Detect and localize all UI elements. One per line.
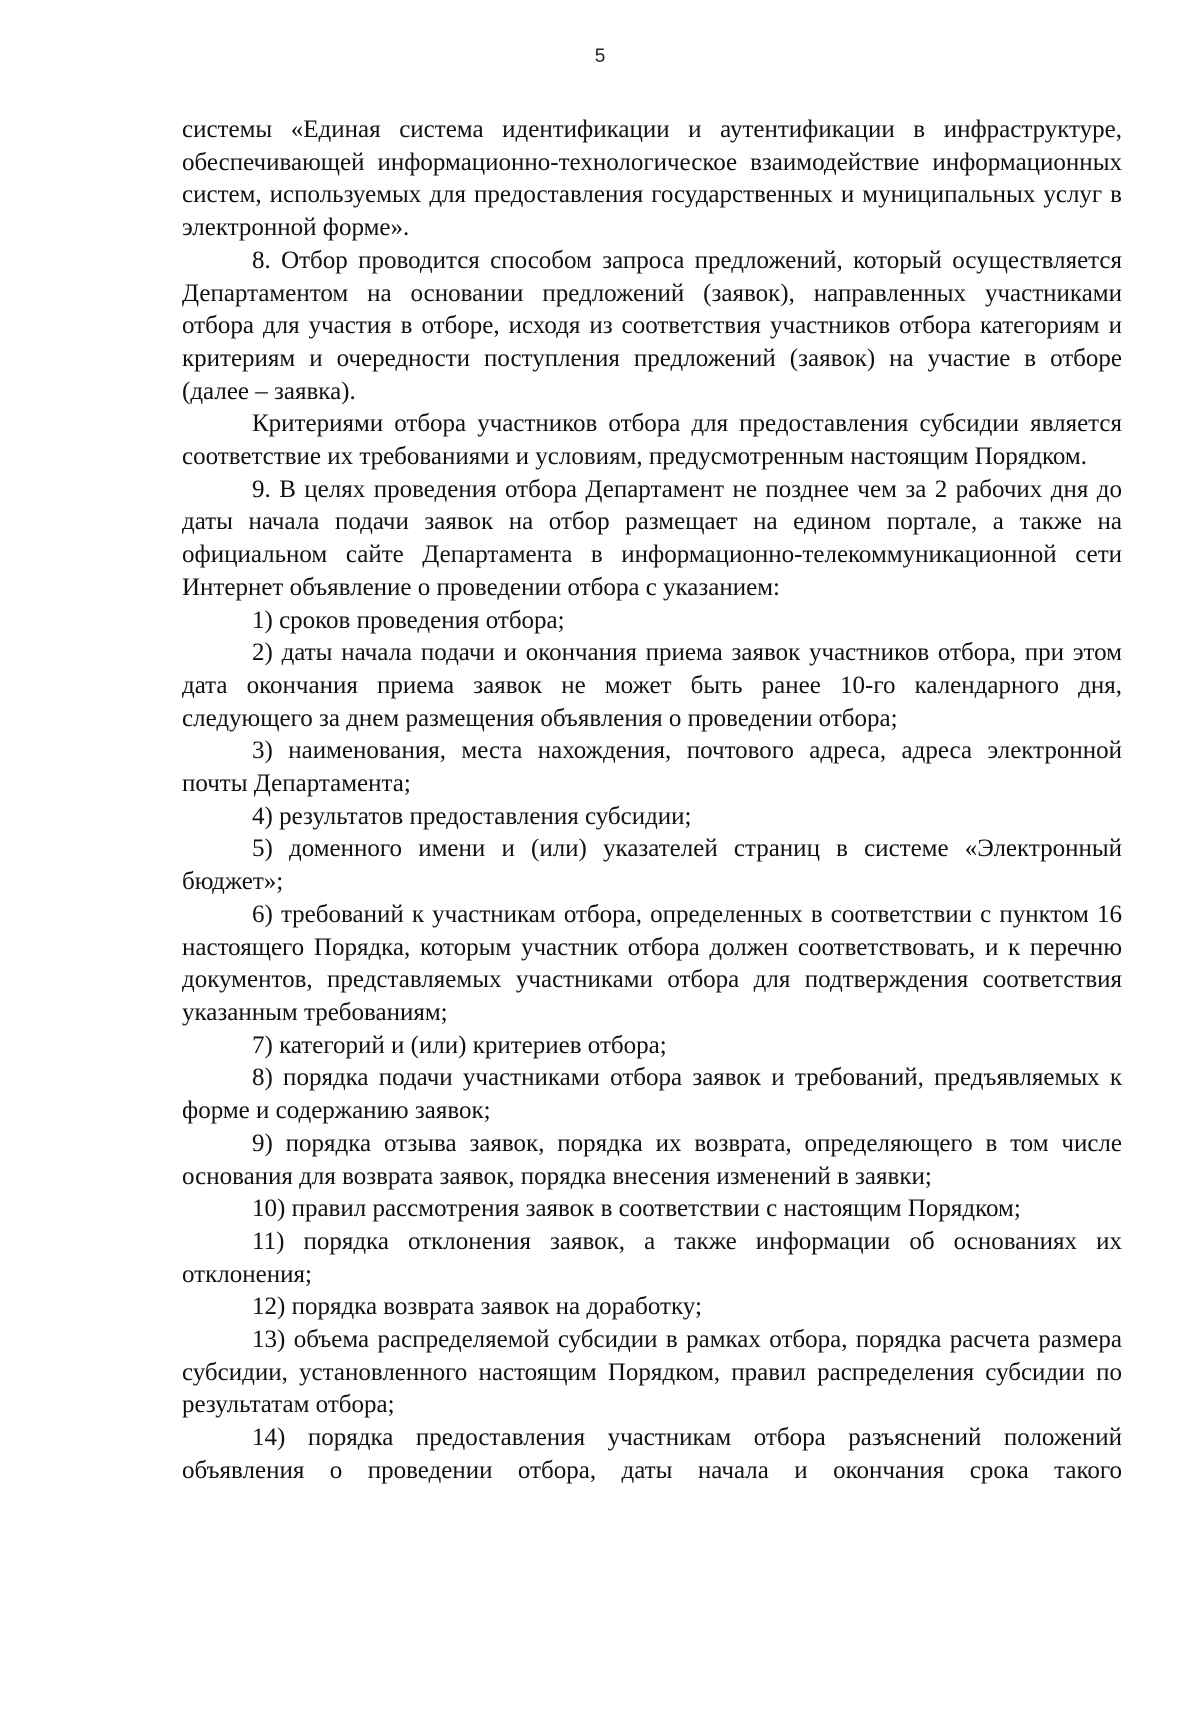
- page-number: 5: [594, 46, 606, 67]
- list-item-9: 9) порядка отзыва заявок, порядка их возврата, определяющего в том числе основания для возврата заявок, порядка внесения изменений в заявки;: [182, 1129, 1122, 1190]
- list-item-11: 11) порядка отклонения заявок, а также информации об основаниях их отклонения;: [182, 1227, 1122, 1288]
- list-item-3: 3) наименования, места нахождения, почтового адреса, адреса электронной почты Департамента;: [182, 737, 1122, 798]
- list-item-13: 13) объема распределяемой субсидии в рамках отбора, порядка расчета размера субсидии, установленного настоящим Порядком, правил распределения субсидии по результатам отбора;: [182, 1326, 1122, 1419]
- paragraph-item-9: 9. В целях проведения отбора Департамент не позднее чем за 2 рабочих дня до даты начала подачи заявок на отбор размещает на едином портале, а также на официальном сайте Департамента в информационно-телекоммуникационной сети Интернет объявление о проведении отбора с указанием:: [182, 475, 1122, 601]
- list-item-6: 6) требований к участникам отбора, определенных в соответствии с пунктом 16 настоящего Порядка, которым участник отбора должен соответствовать, и к перечню документов, представляемых участниками отбора для подтверждения соответствия указанным требованиям;: [182, 900, 1122, 1026]
- list-item-14: 14) порядка предоставления участникам отбора разъяснений положений объявления о проведении отбора, даты начала и окончания срока такого: [182, 1424, 1122, 1484]
- list-item-4: 4) результатов предоставления субсидии;: [252, 802, 692, 830]
- list-item-8: 8) порядка подачи участниками отбора заявок и требований, предъявляемых к форме и содержанию заявок;: [182, 1064, 1122, 1125]
- list-item-1: 1) сроков проведения отбора;: [252, 606, 565, 634]
- list-item-5: 5) доменного имени и (или) указателей страниц в системе «Электронный бюджет»;: [182, 835, 1122, 896]
- list-item-10: 10) правил рассмотрения заявок в соответствии с настоящим Порядком;: [252, 1195, 1021, 1223]
- list-item-2: 2) даты начала подачи и окончания приема заявок участников отбора, при этом дата окончания приема заявок не может быть ранее 10-го календарного дня, следующего за днем размещения объявления о проведении отбора;: [182, 639, 1122, 732]
- paragraph-continuation: системы «Единая система идентификации и аутентификации в инфраструктуре, обеспечивающей информационно-технологическое взаимодействие информационных систем, используемых для предоставления государственных и муниципальных услуг в электронной форме».: [182, 116, 1122, 242]
- paragraph-item-8: 8. Отбор проводится способом запроса предложений, который осуществляется Департаментом на основании предложений (заявок), направленных участниками отбора для участия в отборе, исходя из соответствия участников отбора категориям и критериям и очередности поступления предложений (заявок) на участие в отборе (далее – заявка).: [182, 246, 1122, 405]
- document-body: [182, 114, 1122, 1488]
- list-item-12: 12) порядка возврата заявок на доработку;: [252, 1293, 702, 1321]
- list-item-7: 7) категорий и (или) критериев отбора;: [252, 1031, 667, 1059]
- paragraph-selection-criteria: Критериями отбора участников отбора для предоставления субсидии является соответствие их требованиями и условиям, предусмотренным настоящим Порядком.: [182, 410, 1122, 471]
